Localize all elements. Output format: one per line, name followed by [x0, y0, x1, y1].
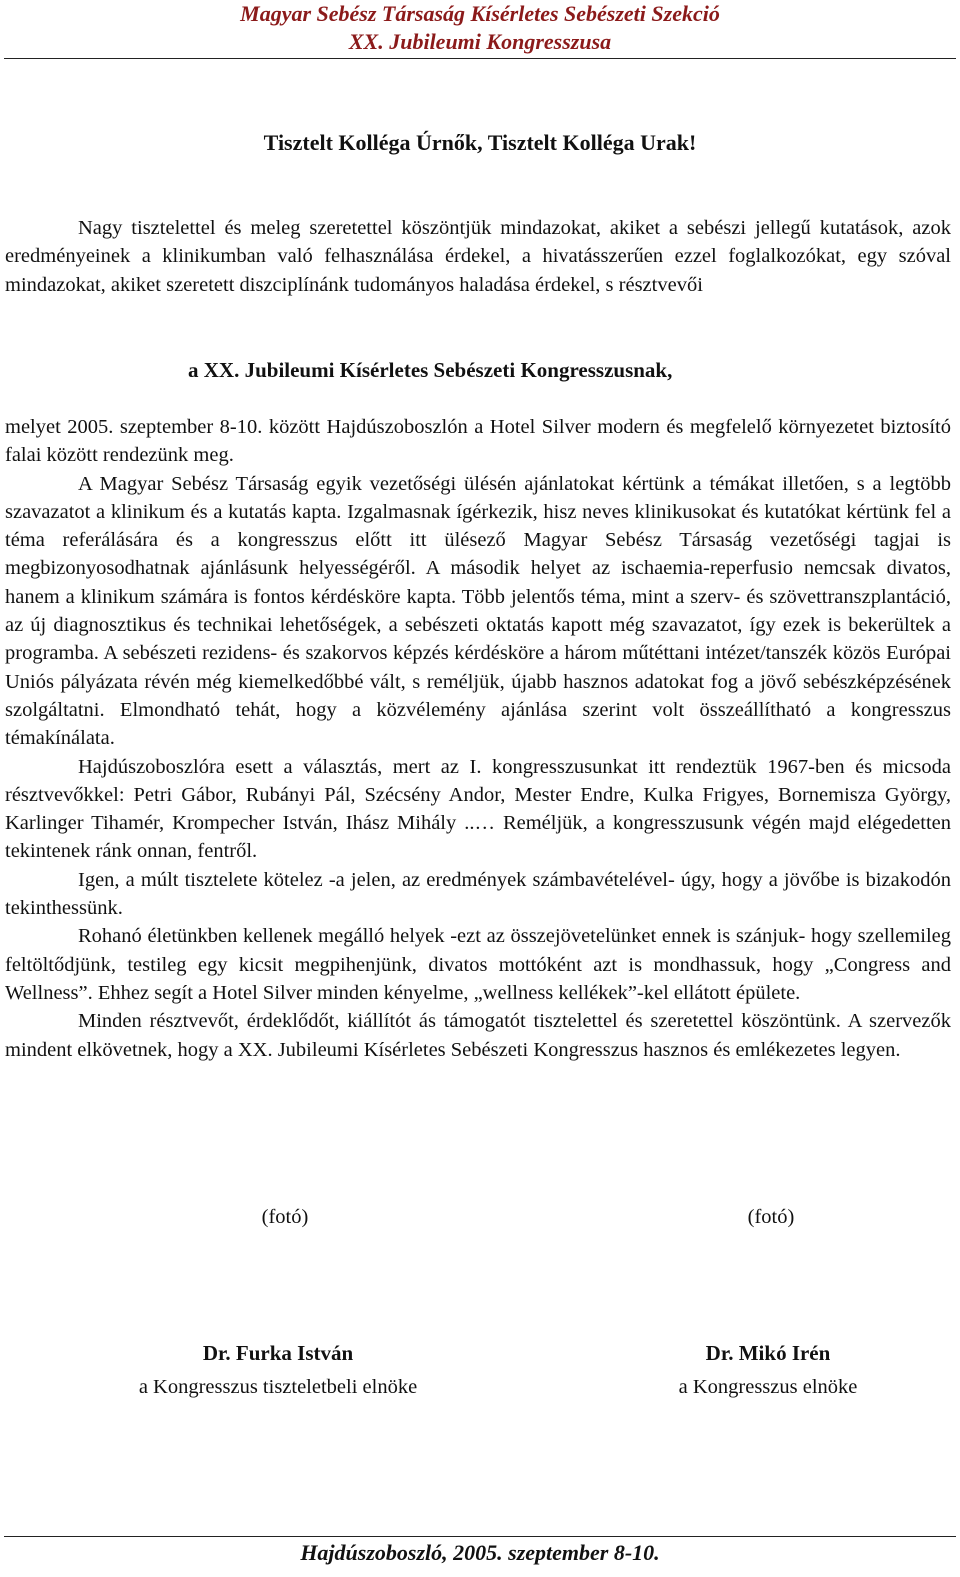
page-header — [0, 0, 960, 56]
header-divider — [4, 58, 956, 59]
page-footer: Hajdúszoboszló, 2005. szeptember 8-10. — [300, 1540, 660, 1565]
paragraph-wellness: Rohanó életünkben kellenek megálló helyek -ezt az összejövetelünket ennek is szánjuk- hogy szellemileg feltöltődjünk, testileg egy kicsit megpihenjünk, divatos mottóként azt is mondhassuk, hogy „Congress and Wellness”. Ehhez segít a Hotel Silver minden kényelme, „wellness kellékek”-kel ellátott épülete. — [5, 925, 951, 1004]
paragraph-greeting: Minden résztvevőt, érdeklődőt, kiállítót ás támogatót tisztelettel és szeretettel köszöntünk. A szervezők mindent elkövetnek, hogy a XX. Jubileumi Kísérletes Sebészeti Kongresszus hasznos és emlékezetes legyen. — [5, 1010, 951, 1061]
signature-right — [558, 1338, 960, 1402]
body-text — [5, 413, 951, 1064]
signature-name: Dr. Furka István — [202, 1341, 354, 1365]
signature-role: a Kongresszus elnöke — [678, 1376, 858, 1398]
paragraph-venue: melyet 2005. szeptember 8-10. között Hajdúszoboszlón a Hotel Silver modern és megfelelő környezetet biztosító falai között rendezünk meg. — [5, 416, 951, 467]
signature-role: a Kongresszus tiszteletbeli elnöke — [138, 1376, 418, 1398]
signature-left — [68, 1338, 488, 1402]
paragraph-past: Igen, a múlt tisztelete kötelez -a jelen, az eredmények számbavételével- úgy, hogy a jövőbe is bizakodón tekinthessünk. — [5, 868, 951, 920]
salutation: Tisztelt Kolléga Úrnők, Tisztelt Kolléga Urak! — [263, 130, 697, 155]
signature-name: Dr. Mikó Irén — [705, 1341, 831, 1365]
congress-title: a XX. Jubileumi Kísérletes Sebészeti Kongresszusnak, — [188, 358, 673, 382]
paragraph-topics: A Magyar Sebész Társaság egyik vezetőségi ülésén ajánlatokat kértünk a témákat illetően, s a legtöbb szavazatot a klinikum és a kutatás kapta. Izgalmasnak ígérkezik, hisz neves klinikusokat és kutatókat kértünk fel a téma referálására és a kongresszus előtt itt ülésező Magyar Sebész Társaság vezetőségi tagjai is megbizonyosodhatnak ajánlásunk helyességéről. A második helyet az ischaemia-reperfusio nemcsak divatos, hanem a klinikum számára is fontos kérdésköre kapta. Több jelentős téma, mint a szerv- és szövettranszplantáció, az új diagnosztikus és technikai lehetőségek, a sebészeti oktatás kapott még szavazatot, így ezek is bekerültek a programba. A sebészeti rezidens- és szakorvos képzés kérdésköre a három műtéttani intézet/tanszék közös Európai Uniós pályázata révén még kiemelkedőbbé vált, s reméljük, újabb hasznos adatokat fog a jövő sebészképzésének szolgáltatni. Elmondható tehát, hogy a közvélemény ajánlása szerint volt összeállítható a kongresszus témakínálata. — [5, 472, 951, 750]
intro-text: Nagy tisztelettel és meleg szeretettel köszöntjük mindazokat, akiket a sebészi jellegű kutatások, azok eredményeinek a klinikumban való felhasználása érdekel, a hivatásszerűen ezzel foglalkozókat, egy szóval mindazokat, akiket szeretett diszciplínánk tudományos haladása érdekel, s résztvevői — [5, 217, 951, 296]
header-line-1: Magyar Sebész Társaság Kísérletes Sebészeti Szekció — [240, 1, 720, 26]
footer-divider — [4, 1536, 956, 1537]
photo-placeholder-left: (fotó) — [261, 1206, 309, 1228]
photo-placeholder-right: (fotó) — [747, 1206, 795, 1228]
intro-paragraph — [5, 214, 951, 299]
paragraph-history: Hajdúszoboszlóra esett a választás, mert az I. kongresszusunkat itt rendeztük 1967-ben és micsoda résztvevőkkel: Petri Gábor, Rubányi Pál, Szécsény Andor, Mester Endre, Kulka Frigyes, Bornemisza György, Karlinger Tihamér, Krompecher István, Ihász Mihály ..… Reméljük, a kongresszusunk végén majd elégedetten tekintenek ránk onnan, fentről. — [5, 755, 951, 863]
header-line-2: XX. Jubileumi Kongresszusa — [348, 29, 612, 54]
